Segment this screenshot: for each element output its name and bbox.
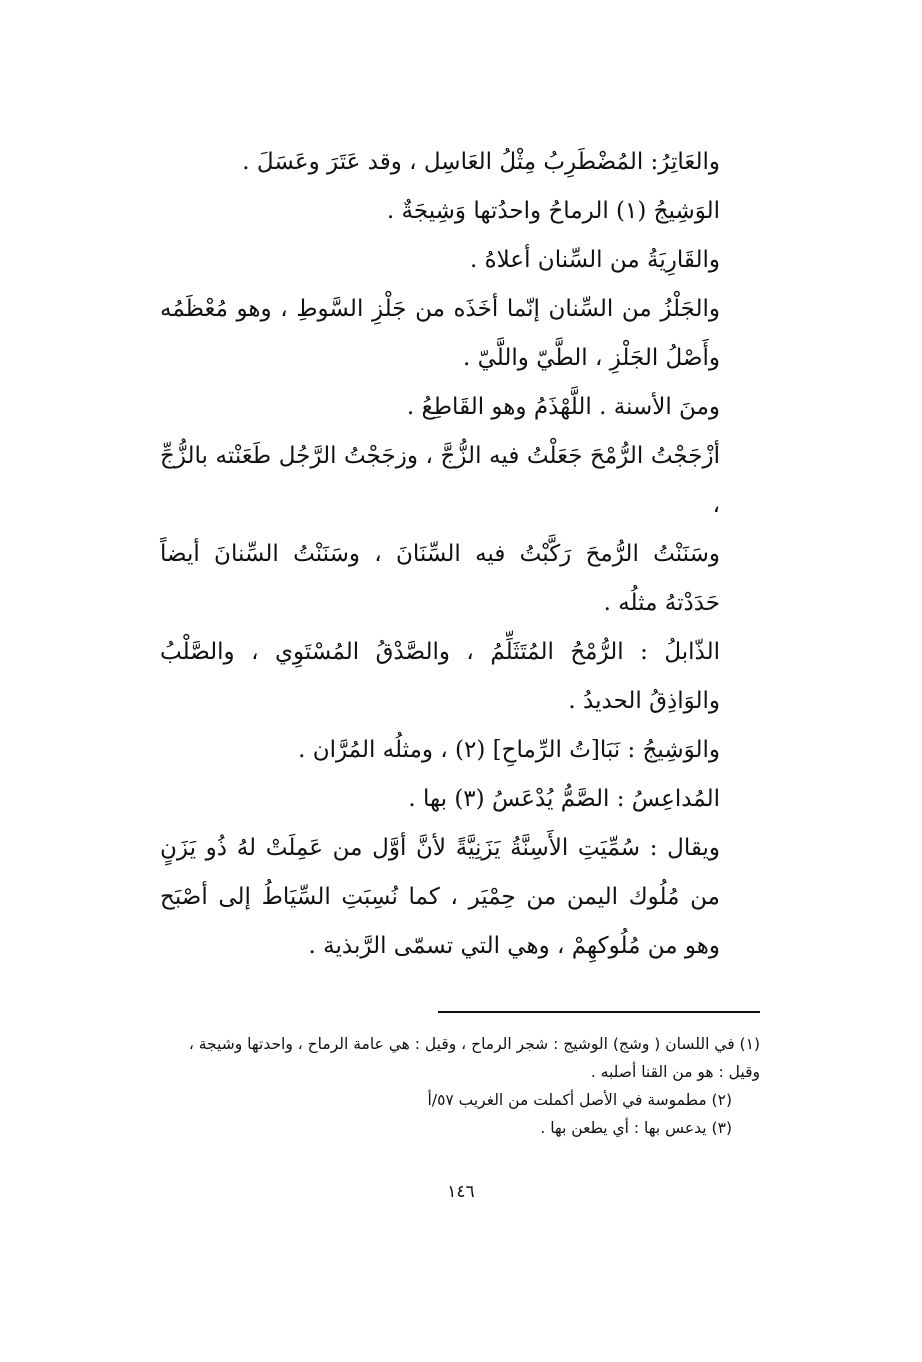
footnote-2: (٢) مطموسة في الأصل أكملت من الغريب ٥٧/أ: [427, 1091, 732, 1109]
paragraph-washij-2: والوَشِيجُ : نَبَا[تُ الرِّماحِ] (٢) ، ومثلُه المُرَّان .: [298, 737, 720, 763]
paragraph-sinan: وسَنَنْتُ الرُّمحَ رَكَّبْتُ فيه السِّنَانَ ، وسَنَنْتُ السِّنانَ أيضاً حَدَدْتهُ مثلُه .: [160, 541, 720, 616]
paragraph-washij: الوَشِيجُ (١) الرماحُ واحدُتها وَشِيجَةٌ .: [386, 198, 720, 224]
footnote-3: (٣) يدعس بها : أي يطعن بها .: [540, 1119, 732, 1137]
footnote-1: (١) في اللسان ( وشج) الوشيج : شجر الرماح ، وقيل : هي عامة الرماح ، واحدتها وشيجة ، وقيل : هو من القنا أصلبه .: [188, 1035, 760, 1081]
paragraph-qariya: والقَارِيَةُ من السِّنان أعلاهُ .: [469, 247, 720, 273]
paragraph-zujj: أزْجَجْتُ الرُّمْحَ جَعَلْتُ فيه الزُّجَّ ، وزجَجْتُ الرَّجُل طَعَنْته بالزُّجِّ ،: [160, 443, 720, 518]
paragraph-aatir: والعَاتِرُ: المُضْطَرِبُ مِثْلُ العَاسِل ، وقد عَتَرَ وعَسَلَ .: [242, 149, 720, 175]
footnote-separator: [438, 1011, 760, 1013]
paragraph-mudais: المُداعِسُ : الصَّمُّ يُدْعَسُ (٣) بها .: [408, 786, 720, 812]
paragraph-yazaniya: ويقال : سُمِّيَتِ الأَسِنَّةُ يَزَنِيَّةً لأنَّ أوَّل من عَمِلَتْ لهُ ذُو يَزَنٍ من مُلُوك اليمن من حِمْيَر ، كما نُسِبَتِ السِّيَاطُ إلى أصْبَح وهو من مُلُوكهِمْ ، وهي التي تسمّى الرَّبذية .: [160, 835, 720, 959]
page-number: ١٤٦: [447, 1182, 475, 1202]
paragraph-jalz: والجَلْزُ من السِّنان إنّما أخَذَه من جَلْزِ السَّوطِ ، وهو مُعْظَمُه وأَصْلُ الجَلْزِ ، الطَّيّ واللَّيّ .: [160, 296, 720, 371]
main-text-block: [160, 138, 760, 971]
paragraph-lahdham: ومنَ الأسنة . اللَّهْذَمُ وهو القَاطِعُ .: [406, 394, 720, 420]
footnotes-block: [160, 1030, 760, 1142]
paragraph-dhabil: الذّابلُ : الرُّمْحُ المُتَثَلِّمُ ، والصَّدْقُ المُسْتَوِي ، والصَّلْبُ والوَاذِقُ الحديدُ .: [160, 639, 720, 714]
